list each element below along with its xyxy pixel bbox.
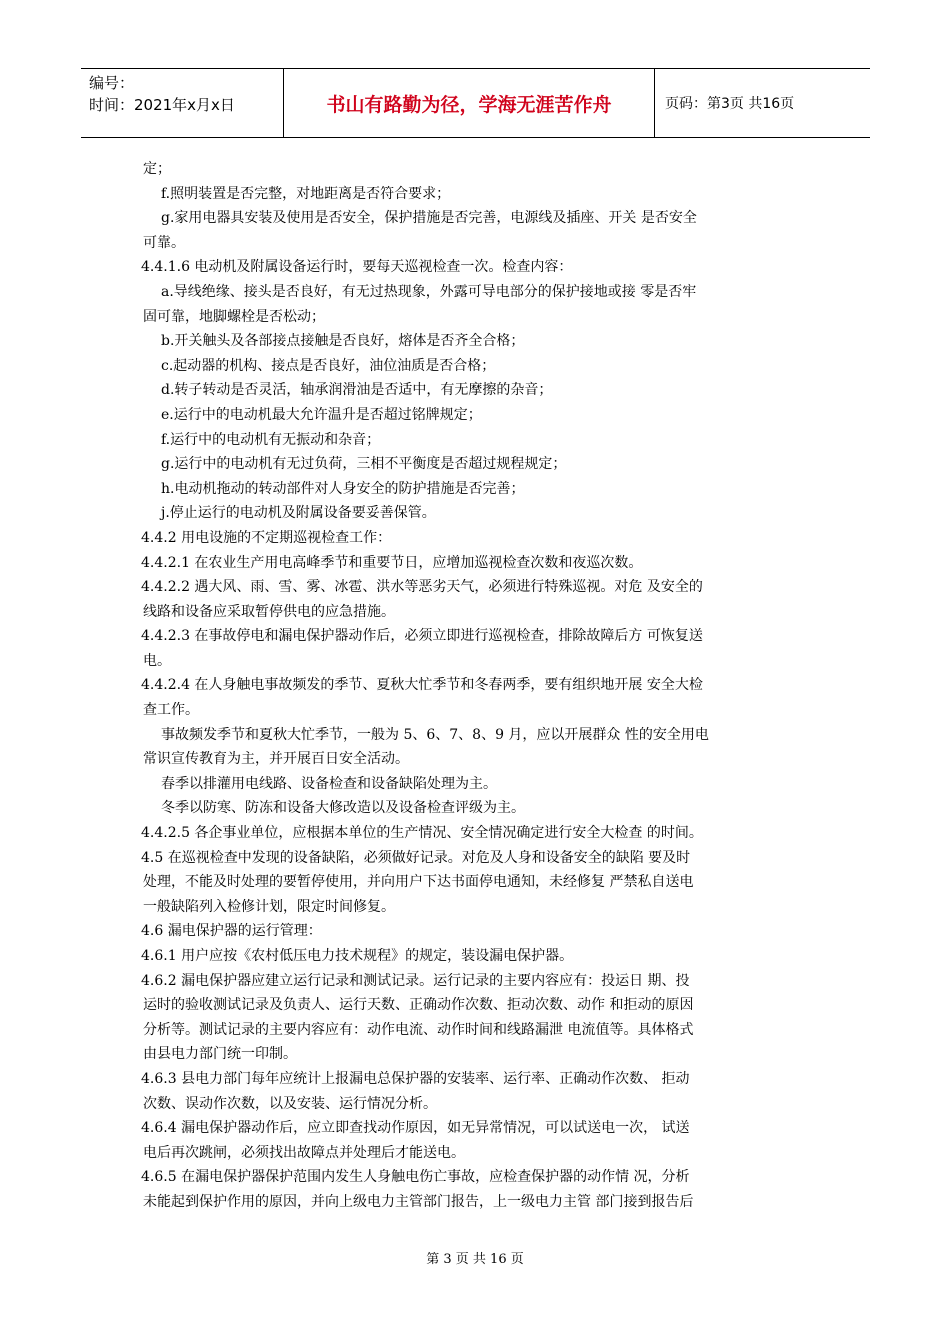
header-motto: 书山有路勤为径，学海无涯苦作舟	[284, 69, 655, 137]
header-page-label: 页码：第3页 共16页	[665, 96, 795, 112]
body-line: d.转子转动是否灵活，轴承润滑油是否适中，有无摩擦的杂音；	[161, 382, 553, 399]
body-line: h.电动机拖动的转动部件对人身安全的防护措施是否完善；	[161, 480, 525, 497]
body-line: 4.4.2.3 在事故停电和漏电保护器动作后，必须立即进行巡视检查，排除故障后方 可恢复送	[141, 628, 703, 645]
body-line: 冬季以防寒、防冻和设备大修改造以及设备检查评级为主。	[161, 800, 525, 817]
body-line: 4.4.2 用电设施的不定期巡视检查工作：	[141, 529, 392, 546]
body-line: 分析等。测试记录的主要内容应有：动作电流、动作时间和线路漏泄 电流值等。具体格式	[143, 1021, 694, 1038]
body-line: a.导线绝缘、接头是否良好，有无过热现象，外露可导电部分的保护接地或接 零是否牢	[161, 283, 697, 300]
body-line: j.停止运行的电动机及附属设备要妥善保管。	[161, 505, 436, 522]
body-line: b.开关触头及各部接点接触是否良好，熔体是否齐全合格；	[161, 333, 525, 350]
body-line: 查工作。	[143, 702, 199, 719]
body-line: 4.5 在巡视检查中发现的设备缺陷，必须做好记录。对危及人身和设备安全的缺陷 要及时	[141, 849, 691, 866]
body-line: 一般缺陷列入检修计划，限定时间修复。	[143, 898, 395, 915]
body-line: 次数、误动作次数，以及安装、运行情况分析。	[143, 1095, 437, 1112]
body-line: 4.4.1.6 电动机及附属设备运行时，要每天巡视检查一次。检查内容：	[141, 259, 573, 276]
body-line: f.照明装置是否完整，对地距离是否符合要求；	[161, 185, 451, 202]
body-line: 4.6.1 用户应按《农村低压电力技术规程》的规定，装设漏电保护器。	[141, 948, 574, 964]
body-line: 春季以排灌用电线路、设备检查和设备缺陷处理为主。	[161, 775, 497, 792]
body-line: 由县电力部门统一印制。	[143, 1046, 297, 1063]
body-line: 定；	[143, 161, 171, 177]
page-footer: 第 3 页 共 16 页	[426, 1252, 524, 1267]
body-line: g.运行中的电动机有无过负荷，三相不平衡度是否超过规程规定；	[161, 456, 567, 473]
page-header-table	[81, 68, 870, 138]
body-line: c.起动器的机构、接点是否良好，油位油质是否合格；	[161, 357, 496, 374]
body-line: 4.4.2.4 在人身触电事故频发的季节、夏秋大忙季节和冬春两季，要有组织地开展 安全大检	[141, 677, 703, 694]
body-line: 4.4.2.1 在农业生产用电高峰季节和重要节日，应增加巡视检查次数和夜巡次数。	[141, 554, 643, 571]
body-line: e.运行中的电动机最大允许温升是否超过铭牌规定；	[161, 406, 482, 423]
body-line: 4.6.3 县电力部门每年应统计上报漏电总保护器的安装率、运行率、正确动作次数、 拒动	[141, 1070, 690, 1087]
body-line: 4.4.2.2 遇大风、雨、雪、雾、冰雹、洪水等恶劣天气，必须进行特殊巡视。对危 及安全的	[141, 579, 703, 596]
header-meta-cell	[81, 69, 284, 137]
body-line: 未能起到保护作用的原因，并向上级电力主管部门报告，上一级电力主管 部门接到报告后	[143, 1193, 694, 1210]
body-line: 4.6.4 漏电保护器动作后，应立即查找动作原因，如无异常情况，可以试送电一次， 试送	[141, 1120, 690, 1137]
body-line: f.运行中的电动机有无振动和杂音；	[161, 431, 381, 448]
body-line: 事故频发季节和夏秋大忙季节，一般为 5、6、7、8、9 月，应以开展群众 性的安全用电	[161, 726, 709, 743]
body-line: 4.4.2.5 各企事业单位，应根据本单位的生产情况、安全情况确定进行安全大检查 的时间。	[141, 825, 703, 842]
body-line: 运时的验收测试记录及负责人、运行天数、正确动作次数、拒动次数、动作 和拒动的原因	[143, 997, 694, 1014]
body-line: 4.6.2 漏电保护器应建立运行记录和测试记录。运行记录的主要内容应有：投运日 期、投	[141, 972, 690, 989]
body-line: 4.6.5 在漏电保护器保护范围内发生人身触电伤亡事故，应检查保护器的动作情 况，分析	[141, 1169, 690, 1186]
body-line: 处理，不能及时处理的要暂停使用，并向用户下达书面停电通知，未经修复 严禁私自送电	[143, 874, 694, 891]
doc-time-label: 时间：2021年x月x日	[89, 96, 235, 114]
body-line: 4.6 漏电保护器的运行管理：	[141, 923, 322, 940]
body-line: 线路和设备应采取暂停供电的应急措施。	[143, 603, 395, 620]
body-line: g.家用电器具安装及使用是否安全，保护措施是否完善，电源线及插座、开关 是否安全	[161, 210, 697, 227]
body-line: 电后再次跳闸，必须找出故障点并处理后才能送电。	[143, 1144, 465, 1161]
body-line: 固可靠，地脚螺栓是否松动；	[143, 308, 325, 325]
body-line: 电。	[143, 652, 171, 669]
body-line: 可靠。	[143, 234, 185, 251]
document-body	[143, 157, 807, 1215]
body-line: 常识宣传教育为主，并开展百日安全活动。	[143, 751, 409, 768]
doc-number-label: 编号：	[89, 74, 135, 92]
